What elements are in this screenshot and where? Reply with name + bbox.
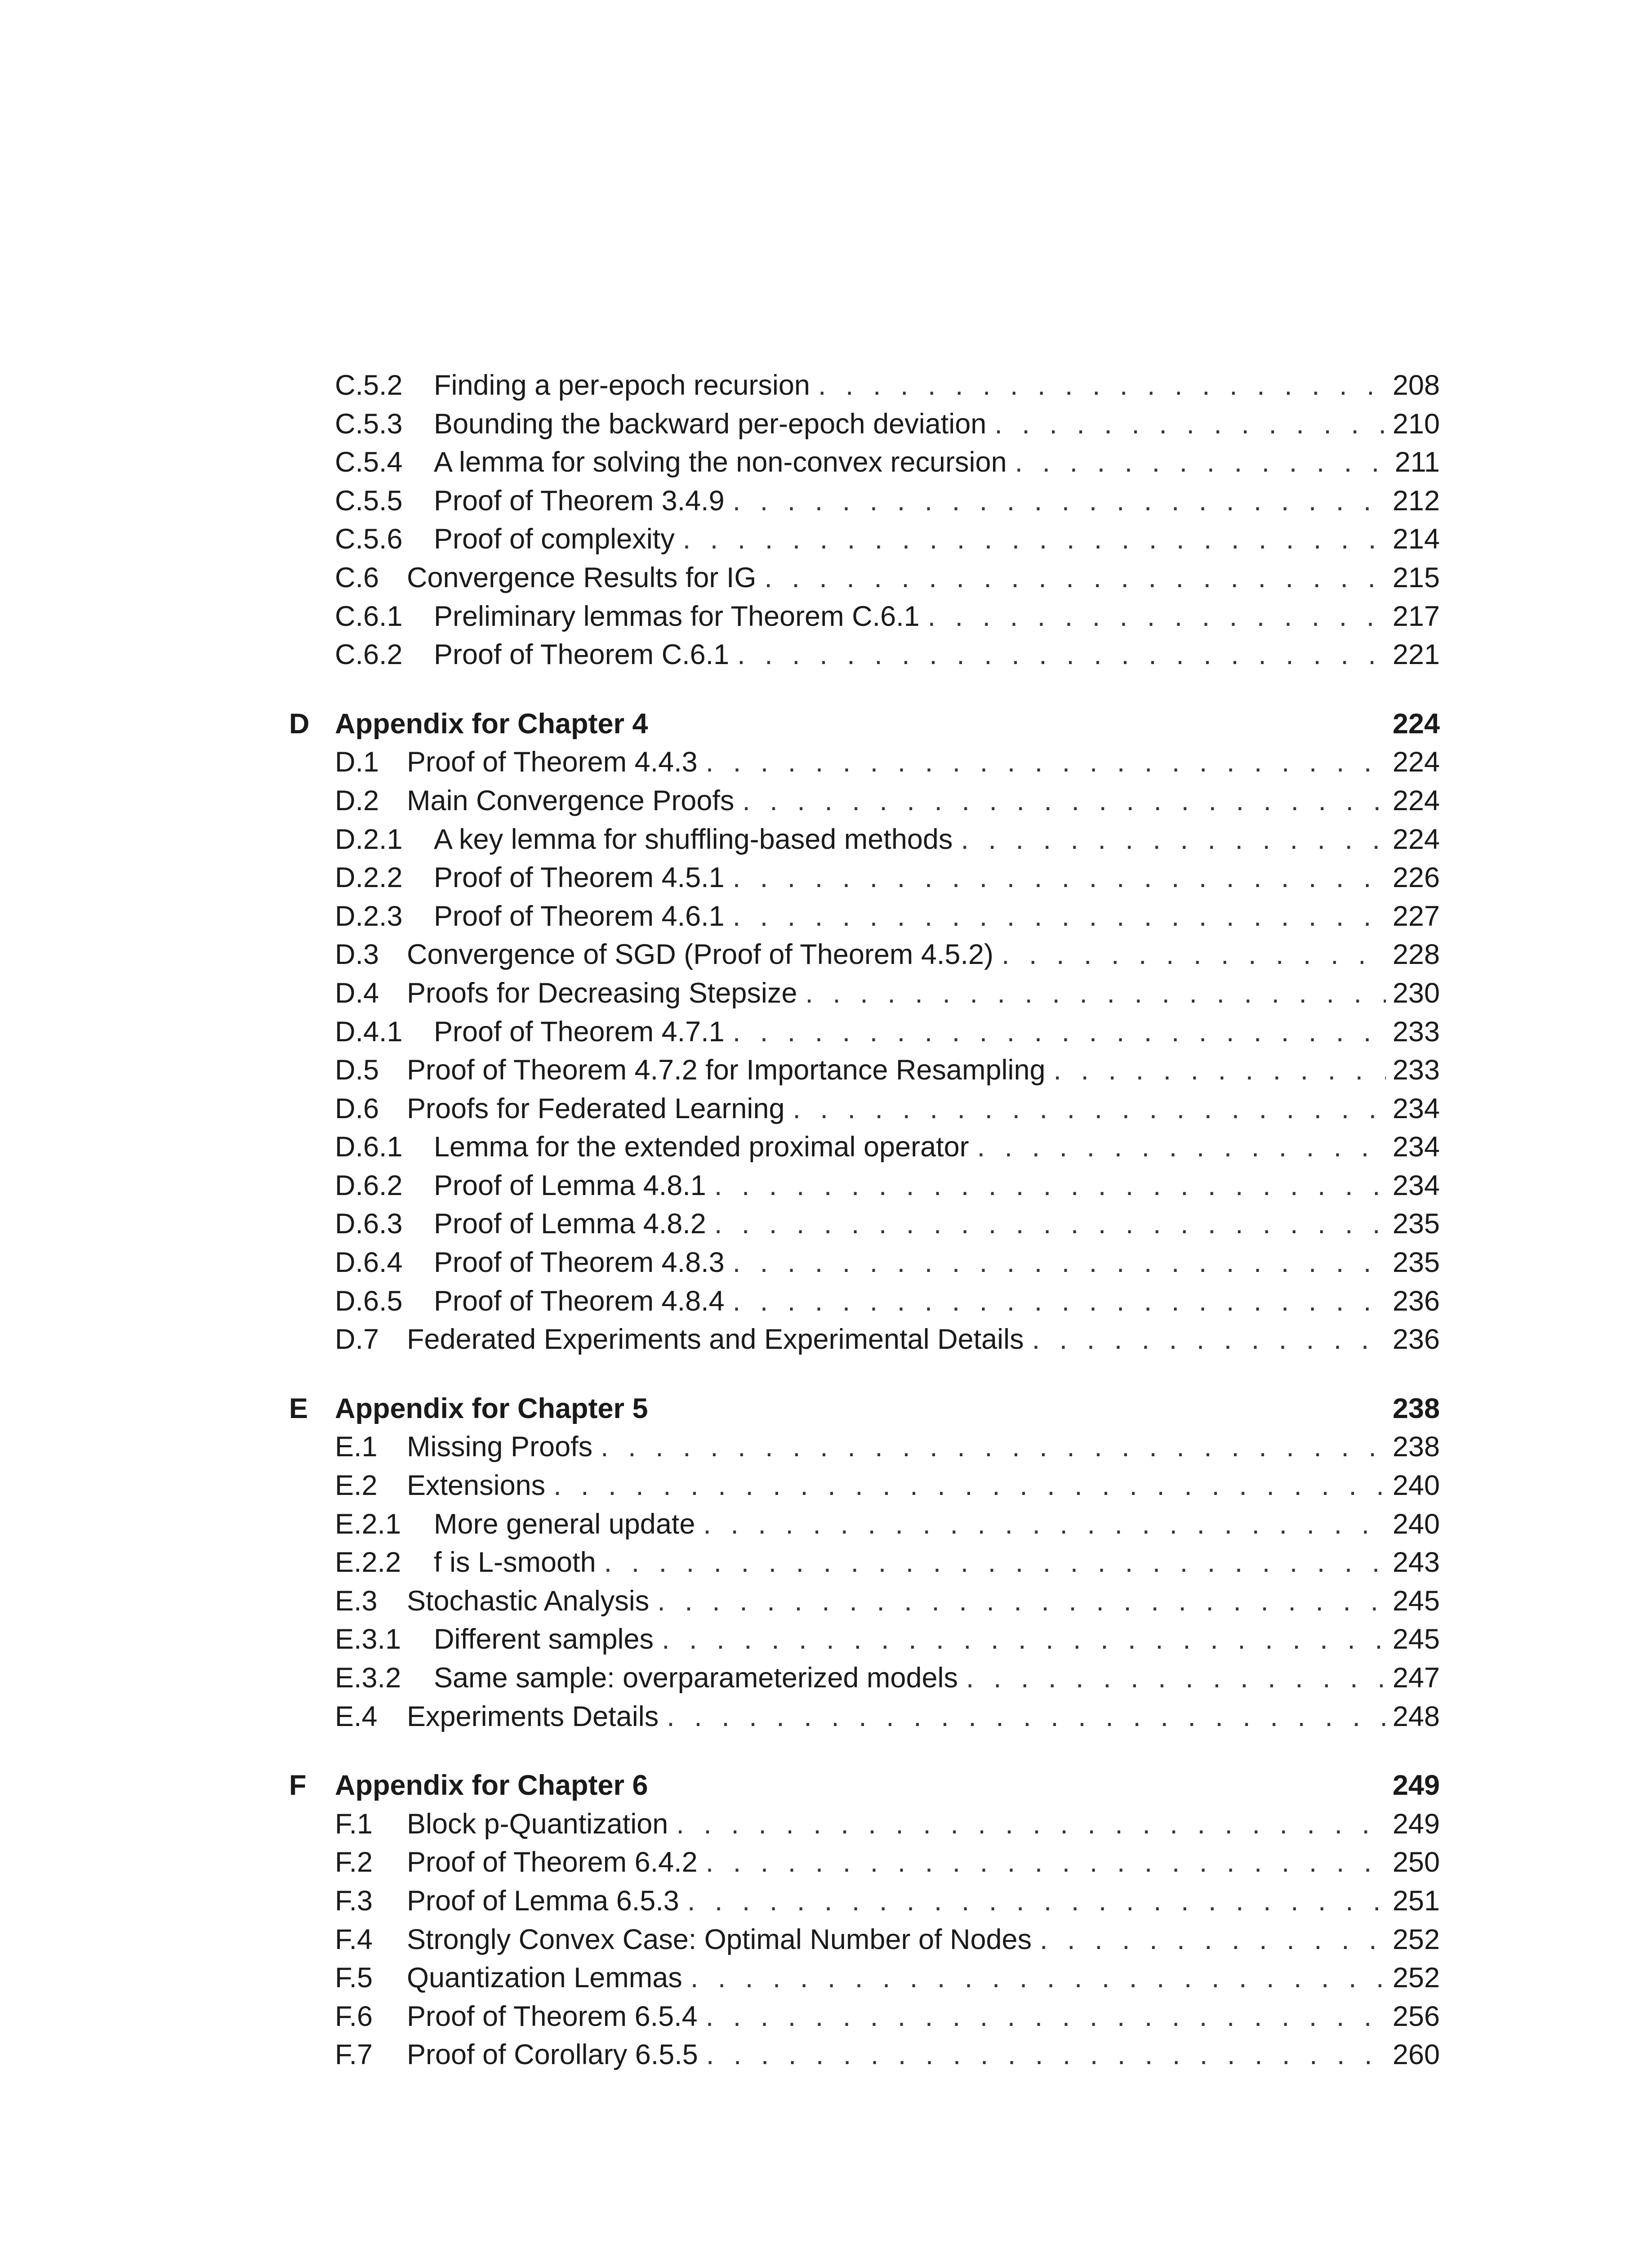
toc-section-entry[interactable] [289, 974, 1440, 1013]
toc-subsection-entry[interactable] [289, 1205, 1440, 1244]
toc-subsection-entry[interactable] [289, 598, 1440, 636]
dot-leader [994, 405, 1386, 444]
entry-page-number: 251 [1392, 1885, 1440, 1917]
entry-number: E.4 [335, 1700, 378, 1732]
entry-page-number: 210 [1392, 408, 1440, 440]
toc-subsection-entry[interactable] [289, 1620, 1440, 1659]
entry-page-number: 248 [1392, 1700, 1440, 1732]
entry-number: E.1 [335, 1431, 378, 1463]
toc-chapter-entry[interactable] [289, 705, 1440, 744]
entry-number: D.7 [335, 1324, 379, 1356]
entry-page-number: 243 [1392, 1547, 1440, 1579]
dot-leader [928, 598, 1386, 636]
toc-subsection-entry[interactable] [289, 366, 1440, 405]
dot-leader [604, 1543, 1386, 1582]
toc-subsection-entry[interactable] [289, 405, 1440, 444]
entry-page-number: 235 [1392, 1208, 1440, 1240]
entry-number: D.1 [335, 746, 379, 778]
entry-page-number: 228 [1392, 939, 1440, 971]
dot-leader [1032, 1320, 1386, 1359]
dot-leader [706, 1998, 1386, 2036]
entry-number: F.7 [335, 2039, 373, 2071]
entry-page-number: 208 [1392, 370, 1440, 401]
entry-number: E.3 [335, 1585, 378, 1617]
toc-section-entry[interactable] [289, 1051, 1440, 1090]
entry-number: E.2.2 [335, 1547, 401, 1579]
entry-number: C.5.4 [335, 446, 403, 478]
dot-leader [690, 1959, 1386, 1998]
entry-number: C.6.1 [335, 600, 403, 632]
entry-title: Proofs for Decreasing Stepsize [407, 977, 797, 1009]
entry-title: More general update [434, 1508, 695, 1540]
entry-title: Missing Proofs [407, 1431, 593, 1463]
entry-page-number: 211 [1394, 446, 1440, 478]
dot-leader [733, 1282, 1386, 1321]
dot-leader [1054, 1051, 1386, 1090]
toc-subsection-entry[interactable] [289, 859, 1440, 897]
dot-leader [733, 482, 1386, 521]
entry-title: Appendix for Chapter 4 [335, 708, 648, 740]
entry-title: Proof of Theorem 4.5.1 [434, 862, 725, 894]
entry-page-number: 224 [1392, 785, 1440, 816]
entry-page-number: 245 [1392, 1624, 1440, 1655]
toc-subsection-entry[interactable] [289, 520, 1440, 559]
toc-subsection-entry[interactable] [289, 1167, 1440, 1205]
entry-page-number: 233 [1392, 1054, 1440, 1086]
toc-subsection-entry[interactable] [289, 897, 1440, 936]
dot-leader [706, 1843, 1386, 1882]
toc-subsection-entry[interactable] [289, 482, 1440, 521]
entry-page-number: 247 [1392, 1662, 1440, 1694]
entry-title: Lemma for the extended proximal operator [434, 1131, 969, 1163]
entry-page-number: 234 [1392, 1093, 1440, 1124]
dot-leader [657, 1582, 1386, 1621]
entry-number: F [289, 1770, 307, 1802]
dot-leader [601, 1428, 1386, 1467]
entry-title: Proof of Theorem 4.7.1 [434, 1016, 725, 1048]
entry-title: f is L-smooth [434, 1547, 596, 1579]
entry-title: Quantization Lemmas [407, 1962, 682, 1994]
entry-number: D.6.1 [335, 1131, 403, 1163]
entry-title: Stochastic Analysis [407, 1585, 650, 1617]
entry-page-number: 249 [1392, 1808, 1440, 1840]
dot-leader [1002, 936, 1386, 974]
entry-page-number: 230 [1392, 977, 1440, 1009]
entry-page-number: 252 [1392, 1923, 1440, 1955]
toc-section-entry[interactable] [289, 1998, 1440, 2036]
entry-page-number: 227 [1392, 900, 1440, 932]
entry-title: Bounding the backward per-epoch deviation [434, 408, 987, 440]
dot-leader [706, 743, 1386, 782]
table-of-contents [289, 366, 1440, 2074]
dot-leader [714, 1167, 1386, 1205]
entry-title: Convergence Results for IG [407, 562, 757, 593]
entry-page-number: 234 [1392, 1169, 1440, 1201]
entry-page-number: 224 [1392, 823, 1440, 855]
dot-leader [733, 1244, 1386, 1282]
dot-leader [1015, 443, 1386, 482]
entry-title: Different samples [434, 1624, 654, 1655]
entry-title: Same sample: overparameterized models [434, 1662, 958, 1694]
toc-section-entry[interactable] [289, 1882, 1440, 1921]
toc-section-entry[interactable] [289, 1843, 1440, 1882]
entry-title: Proof of Theorem 4.6.1 [434, 900, 725, 932]
entry-page-number: 212 [1392, 485, 1440, 517]
toc-section-entry[interactable] [289, 1582, 1440, 1621]
entry-number: D.6.4 [335, 1247, 403, 1279]
entry-page-number: 224 [1392, 746, 1440, 778]
entry-page-number: 240 [1392, 1508, 1440, 1540]
entry-page-number: 224 [1392, 708, 1440, 740]
toc-subsection-entry[interactable] [289, 443, 1440, 482]
entry-page-number: 238 [1392, 1431, 1440, 1463]
toc-section-entry[interactable] [289, 936, 1440, 974]
entry-page-number: 245 [1392, 1585, 1440, 1617]
toc-section-entry[interactable] [289, 743, 1440, 782]
toc-subsection-entry[interactable] [289, 1282, 1440, 1321]
entry-number: D.2.3 [335, 900, 403, 932]
entry-number: C.5.2 [335, 370, 403, 401]
entry-page-number: 252 [1392, 1962, 1440, 1994]
entry-title: Appendix for Chapter 5 [335, 1392, 648, 1424]
entry-title: Appendix for Chapter 6 [335, 1770, 648, 1802]
entry-page-number: 260 [1392, 2039, 1440, 2071]
entry-page-number: 256 [1392, 2000, 1440, 2032]
entry-title: Proof of Theorem C.6.1 [434, 639, 730, 671]
entry-title: A key lemma for shuffling-based methods [434, 823, 953, 855]
dot-leader [818, 366, 1386, 405]
dot-leader [961, 821, 1386, 859]
toc-section-entry[interactable] [289, 2036, 1440, 2074]
entry-page-number: 214 [1392, 523, 1440, 555]
entry-title: Experiments Details [407, 1700, 659, 1732]
entry-number: E.3.2 [335, 1662, 401, 1694]
entry-title: Finding a per-epoch recursion [434, 370, 810, 401]
toc-section-entry[interactable] [289, 1467, 1440, 1505]
entry-number: D.3 [335, 939, 379, 971]
dot-leader [733, 1013, 1386, 1052]
dot-leader [793, 1090, 1386, 1128]
entry-title: Proof of Lemma 4.8.1 [434, 1169, 706, 1201]
entry-number: C.6 [335, 562, 379, 593]
entry-title: Proof of Lemma 4.8.2 [434, 1208, 706, 1240]
toc-chapter-entry[interactable] [289, 1766, 1440, 1805]
entry-number: E.2.1 [335, 1508, 401, 1540]
toc-section-entry[interactable] [289, 1090, 1440, 1128]
entry-page-number: 215 [1392, 562, 1440, 593]
entry-number: C.5.6 [335, 523, 403, 555]
entry-page-number: 236 [1392, 1285, 1440, 1317]
dot-leader [764, 559, 1386, 598]
entry-page-number: 249 [1392, 1770, 1440, 1802]
entry-title: Proof of Theorem 4.4.3 [407, 746, 698, 778]
entry-page-number: 238 [1392, 1392, 1440, 1424]
entry-number: C.5.3 [335, 408, 403, 440]
dot-leader [805, 974, 1386, 1013]
entry-page-number: 233 [1392, 1016, 1440, 1048]
dot-leader [977, 1128, 1386, 1167]
toc-subsection-entry[interactable] [289, 1013, 1440, 1052]
entry-title: Proof of Corollary 6.5.5 [407, 2039, 698, 2071]
entry-title: Proof of complexity [434, 523, 675, 555]
toc-subsection-entry[interactable] [289, 1128, 1440, 1167]
entry-number: D.4.1 [335, 1016, 403, 1048]
entry-number: F.6 [335, 2000, 373, 2032]
entry-number: D.5 [335, 1054, 379, 1086]
toc-subsection-entry[interactable] [289, 1244, 1440, 1282]
entry-number: D.6.3 [335, 1208, 403, 1240]
dot-leader [733, 897, 1386, 936]
entry-title: Extensions [407, 1470, 546, 1502]
dot-leader [676, 1805, 1386, 1844]
entry-title: Proof of Theorem 6.4.2 [407, 1847, 698, 1878]
entry-number: F.1 [335, 1808, 373, 1840]
entry-title: Proof of Theorem 4.8.4 [434, 1285, 725, 1317]
dot-leader [733, 859, 1386, 897]
entry-title: Main Convergence Proofs [407, 785, 735, 816]
toc-subsection-entry[interactable] [289, 636, 1440, 674]
dot-leader [742, 782, 1386, 821]
entry-page-number: 226 [1392, 862, 1440, 894]
toc-subsection-entry[interactable] [289, 821, 1440, 859]
entry-number: F.4 [335, 1923, 373, 1955]
toc-section-entry[interactable] [289, 1320, 1440, 1359]
entry-number: D.6.2 [335, 1169, 403, 1201]
entry-number: F.5 [335, 1962, 373, 1994]
dot-leader [737, 636, 1386, 674]
entry-page-number: 235 [1392, 1247, 1440, 1279]
entry-title: Block p-Quantization [407, 1808, 668, 1840]
entry-title: Proof of Theorem 3.4.9 [434, 485, 725, 517]
dot-leader [553, 1467, 1386, 1505]
entry-title: Proof of Theorem 4.8.3 [434, 1247, 725, 1279]
entry-title: Proof of Lemma 6.5.3 [407, 1885, 679, 1917]
entry-page-number: 221 [1392, 639, 1440, 671]
toc-section-entry[interactable] [289, 1959, 1440, 1998]
entry-number: C.6.2 [335, 639, 403, 671]
entry-number: D.6 [335, 1093, 379, 1124]
toc-subsection-entry[interactable] [289, 1505, 1440, 1544]
entry-title: A lemma for solving the non-convex recursion [434, 446, 1007, 478]
entry-number: F.2 [335, 1847, 373, 1878]
entry-number: F.3 [335, 1885, 373, 1917]
toc-section-entry[interactable] [289, 1698, 1440, 1736]
entry-page-number: 217 [1392, 600, 1440, 632]
toc-section-entry[interactable] [289, 1921, 1440, 1959]
entry-page-number: 236 [1392, 1324, 1440, 1356]
entry-title: Proofs for Federated Learning [407, 1093, 785, 1124]
entry-number: E [289, 1392, 308, 1424]
entry-page-number: 250 [1392, 1847, 1440, 1878]
dot-leader [714, 1205, 1386, 1244]
toc-subsection-entry[interactable] [289, 1659, 1440, 1698]
entry-page-number: 240 [1392, 1470, 1440, 1502]
dot-leader [703, 1505, 1386, 1544]
dot-leader [966, 1659, 1386, 1698]
entry-title: Federated Experiments and Experimental Details [407, 1324, 1024, 1356]
entry-number: E.3.1 [335, 1624, 401, 1655]
dot-leader [1040, 1921, 1386, 1959]
dot-leader [687, 1882, 1386, 1921]
entry-title: Proof of Theorem 4.7.2 for Importance Resampling [407, 1054, 1046, 1086]
dot-leader [683, 520, 1386, 559]
entry-page-number: 234 [1392, 1131, 1440, 1163]
toc-section-entry[interactable] [289, 1428, 1440, 1467]
toc-chapter-entry[interactable] [289, 1390, 1440, 1428]
entry-title: Convergence of SGD (Proof of Theorem 4.5.2) [407, 939, 993, 971]
dot-leader [662, 1620, 1386, 1659]
entry-number: E.2 [335, 1470, 378, 1502]
entry-number: C.5.5 [335, 485, 403, 517]
entry-number: D.4 [335, 977, 379, 1009]
toc-section-entry[interactable] [289, 782, 1440, 821]
toc-section-entry[interactable] [289, 1805, 1440, 1844]
toc-section-entry[interactable] [289, 559, 1440, 598]
entry-number: D.6.5 [335, 1285, 403, 1317]
entry-number: D [289, 708, 310, 740]
entry-number: D.2.1 [335, 823, 403, 855]
dot-leader [667, 1698, 1386, 1736]
entry-number: D.2 [335, 785, 379, 816]
entry-title: Strongly Convex Case: Optimal Number of Nodes [407, 1923, 1032, 1955]
entry-title: Proof of Theorem 6.5.4 [407, 2000, 698, 2032]
entry-title: Preliminary lemmas for Theorem C.6.1 [434, 600, 920, 632]
dot-leader [706, 2036, 1386, 2074]
toc-subsection-entry[interactable] [289, 1543, 1440, 1582]
entry-number: D.2.2 [335, 862, 403, 894]
